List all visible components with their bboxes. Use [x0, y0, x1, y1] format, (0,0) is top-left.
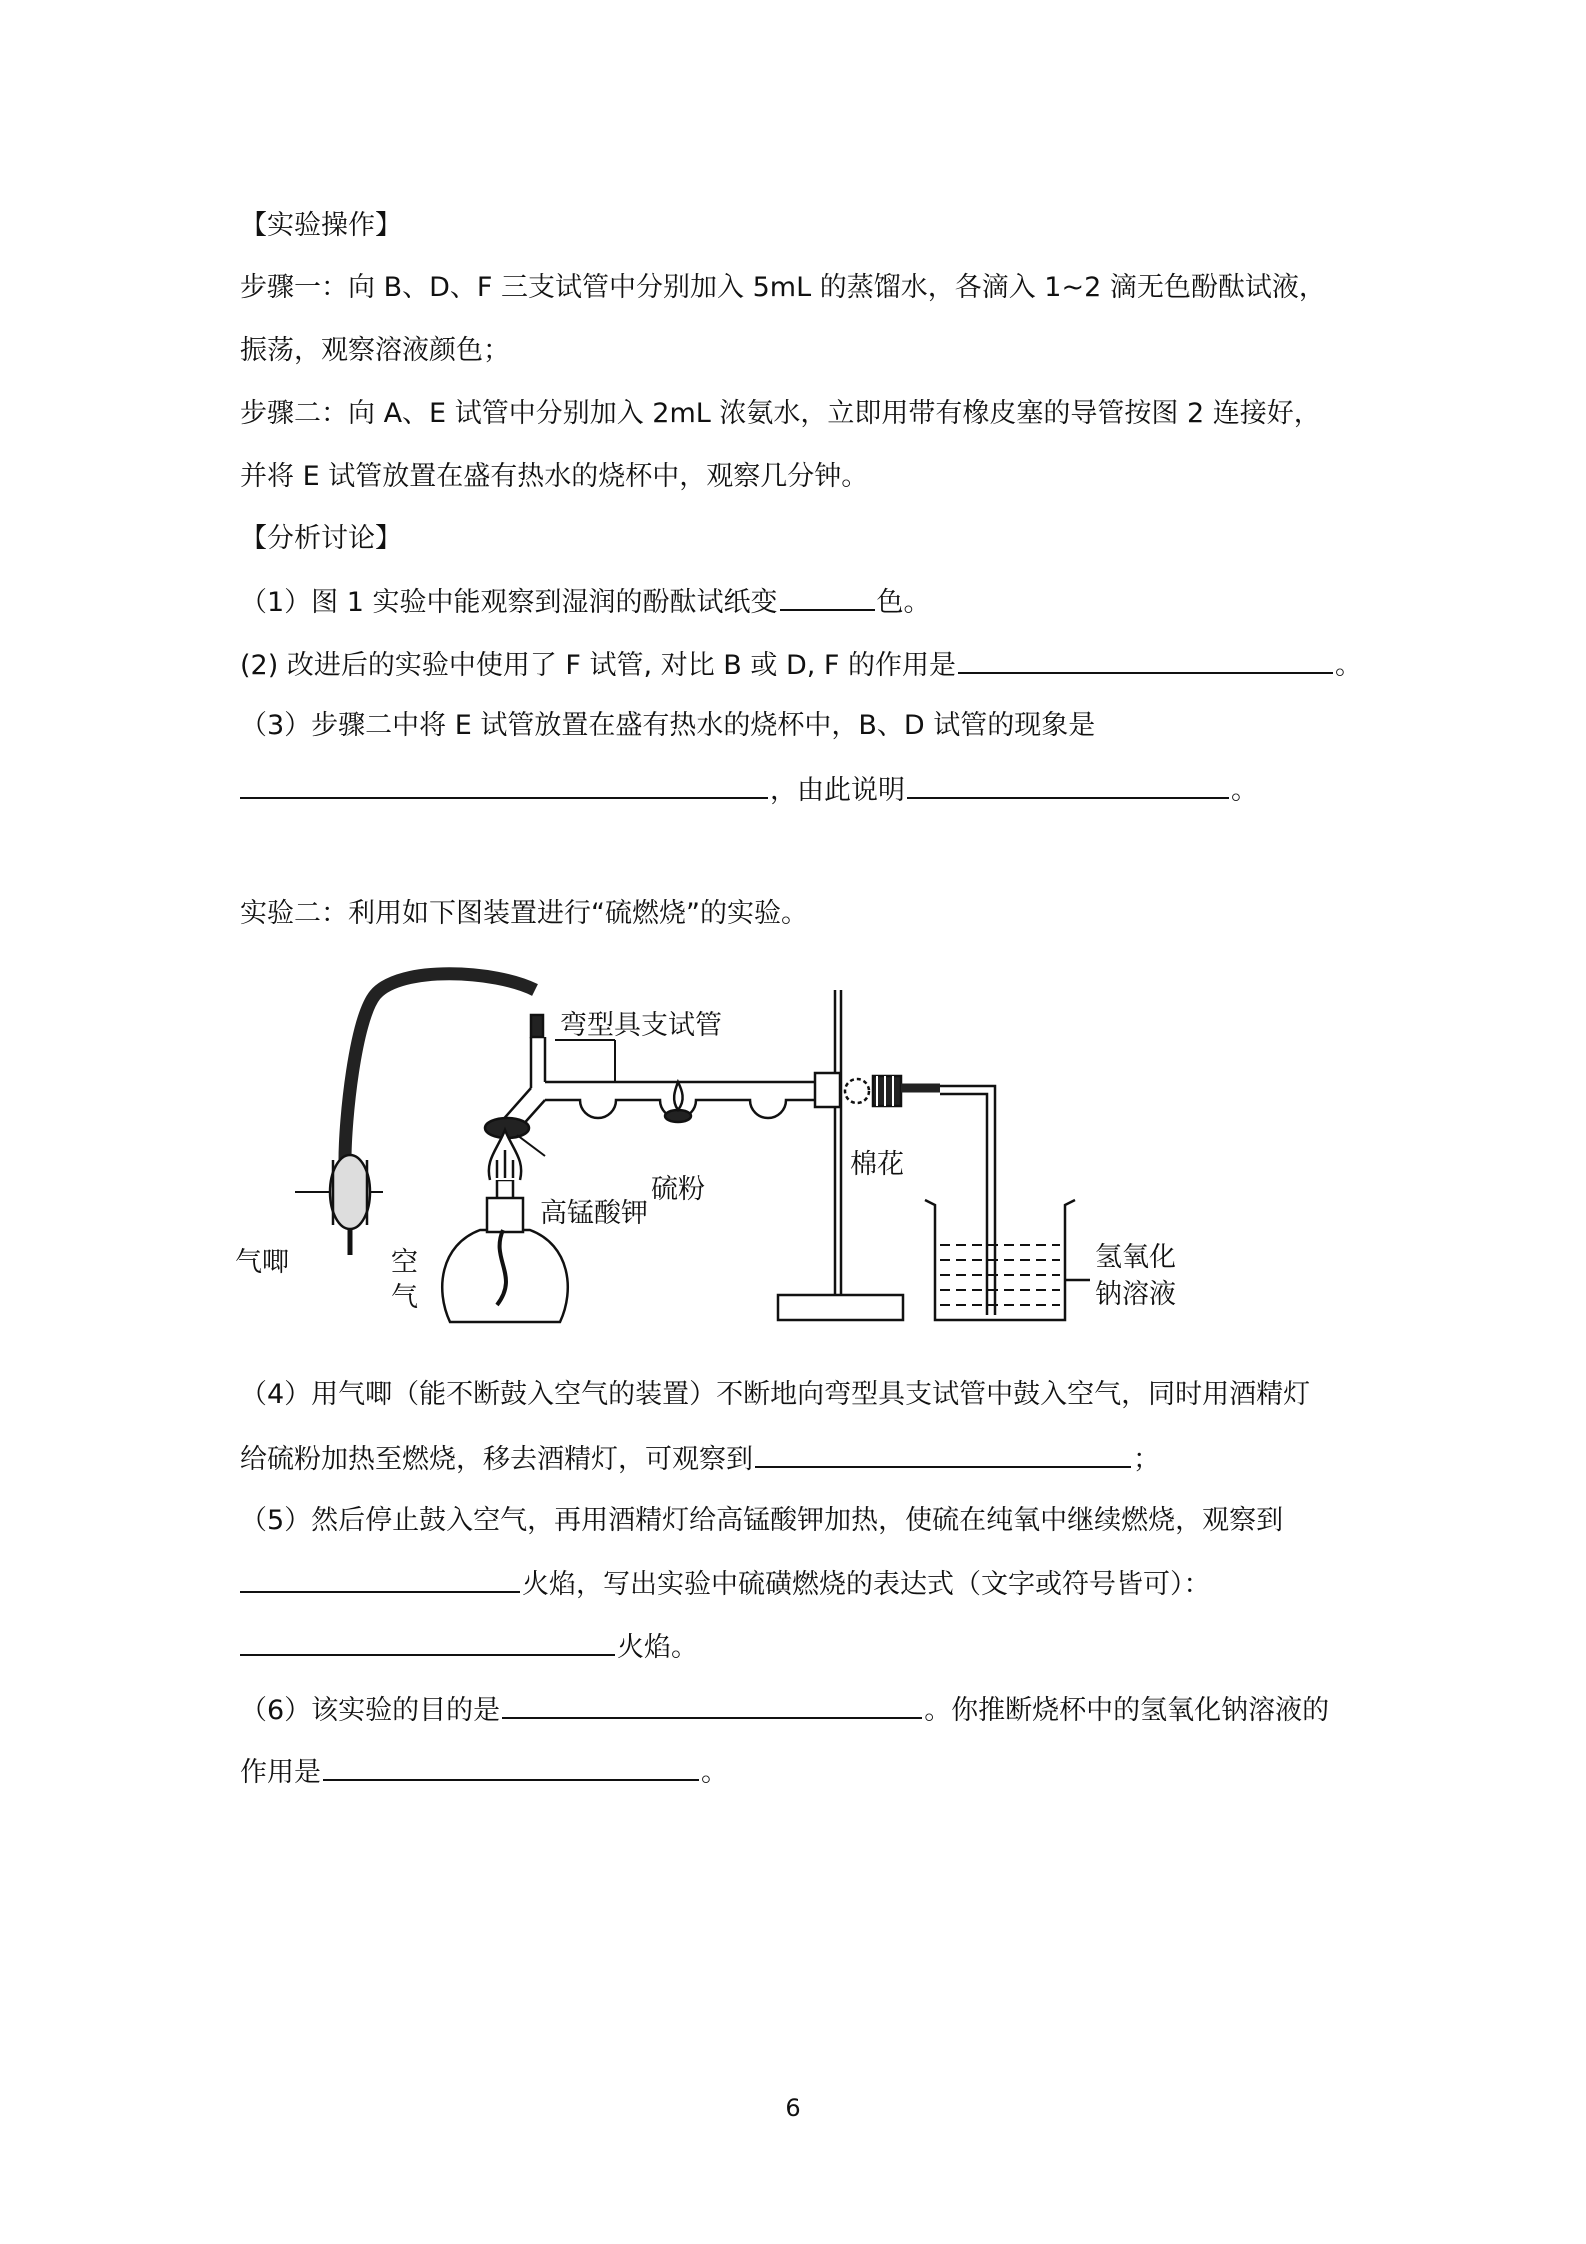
question-4-line2: [240, 1440, 1160, 1478]
question-1: [240, 583, 931, 621]
sulfur-flame: [674, 1082, 683, 1110]
page-number: 6: [785, 2094, 801, 2122]
q3-suffix: 。: [1231, 775, 1258, 806]
q3-answer-blank-1[interactable]: [240, 771, 768, 799]
q1-answer-blank[interactable]: [780, 583, 875, 611]
sulfur-combustion-apparatus: [235, 960, 1235, 1345]
q5-answer-blank-2[interactable]: [240, 1628, 615, 1656]
question-5-line1: （5）然后停止鼓入空气，再用酒精灯给高锰酸钾加热，使硫在纯氧中继续燃烧，观察到: [240, 1505, 1284, 1536]
label-naoh-2: 钠溶液: [1095, 1279, 1176, 1310]
question-2: [240, 646, 1362, 684]
stand-base: [778, 1295, 903, 1320]
step1-line2: 振荡，观察溶液颜色；: [240, 335, 510, 366]
step1-line1: 步骤一：向 B、D、F 三支试管中分别加入 5mL 的蒸馏水，各滴入 1~2 滴无色酚酞试液，: [240, 272, 1326, 303]
cotton-plug: [845, 1079, 869, 1103]
label-naoh-1: 氢氧化: [1095, 1242, 1176, 1273]
q5-text-3: 火焰。: [617, 1632, 698, 1663]
step2-line2: 并将 E 试管放置在盛有热水的烧杯中，观察几分钟。: [240, 461, 869, 492]
q6-text: （6）该实验的目的是: [240, 1695, 501, 1726]
label-kmno4: 高锰酸钾: [540, 1198, 648, 1229]
step2-line1: 步骤二：向 A、E 试管中分别加入 2mL 浓氨水，立即用带有橡皮塞的导管按图 2 连接好，: [240, 398, 1321, 429]
squeeze-bulb: [330, 1155, 370, 1229]
q4-answer-blank[interactable]: [755, 1440, 1131, 1468]
q3-middle: ，由此说明: [770, 775, 905, 806]
q6-answer-blank-1[interactable]: [502, 1691, 922, 1719]
question-3-line1: （3）步骤二中将 E 试管放置在盛有热水的烧杯中，B、D 试管的现象是: [240, 710, 1096, 741]
naoh-liquid: [940, 1245, 1060, 1305]
section-heading-analysis: 【分析讨论】: [240, 523, 402, 554]
label-air-2: 气: [391, 1282, 418, 1313]
q6-text-2: 。你推断烧杯中的氢氧化钠溶液的: [924, 1695, 1330, 1726]
q2-suffix: 。: [1335, 650, 1363, 681]
q6-answer-blank-2[interactable]: [323, 1753, 699, 1781]
q5-text-2: 火焰，写出实验中硫磺燃烧的表达式（文字或符号皆可）：: [522, 1569, 1211, 1600]
q1-suffix: 色。: [876, 587, 931, 618]
q3-answer-blank-2[interactable]: [907, 771, 1229, 799]
label-bulb: 气唧: [235, 1247, 289, 1278]
experiment-2-intro: 实验二：利用如下图装置进行“硫燃烧”的实验。: [240, 898, 808, 929]
section-heading-operation: 【实验操作】: [240, 210, 402, 241]
q6-text-3: 作用是: [240, 1757, 321, 1788]
q6-suffix: 。: [701, 1757, 728, 1788]
question-6-line1: [240, 1691, 1329, 1729]
q1-text: （1）图 1 实验中能观察到湿润的酚酞试纸变: [240, 587, 778, 618]
clamp: [815, 1073, 840, 1107]
q2-answer-blank[interactable]: [958, 646, 1333, 674]
label-air-1: 空: [391, 1247, 418, 1278]
q4-suffix: ；: [1133, 1444, 1160, 1475]
question-4-line1: （4）用气唧（能不断鼓入空气的装置）不断地向弯型具支试管中鼓入空气，同时用酒精灯: [240, 1379, 1311, 1410]
question-3-line2: [240, 771, 1258, 809]
label-cotton: 棉花: [850, 1149, 904, 1180]
label-sulfur: 硫粉: [651, 1174, 705, 1205]
question-5-line3: [240, 1628, 698, 1666]
q2-text: (2) 改进后的实验中使用了 F 试管, 对比 B 或 D, F 的作用是: [240, 650, 957, 681]
question-5-line2: [240, 1565, 1211, 1603]
q5-answer-blank-1[interactable]: [240, 1565, 520, 1593]
question-6-line2: [240, 1753, 728, 1791]
label-bent-tube: 弯型具支试管: [560, 1010, 722, 1041]
hose-connector: [531, 1015, 543, 1037]
q4-text: 给硫粉加热至燃烧，移去酒精灯，可观察到: [240, 1444, 753, 1475]
